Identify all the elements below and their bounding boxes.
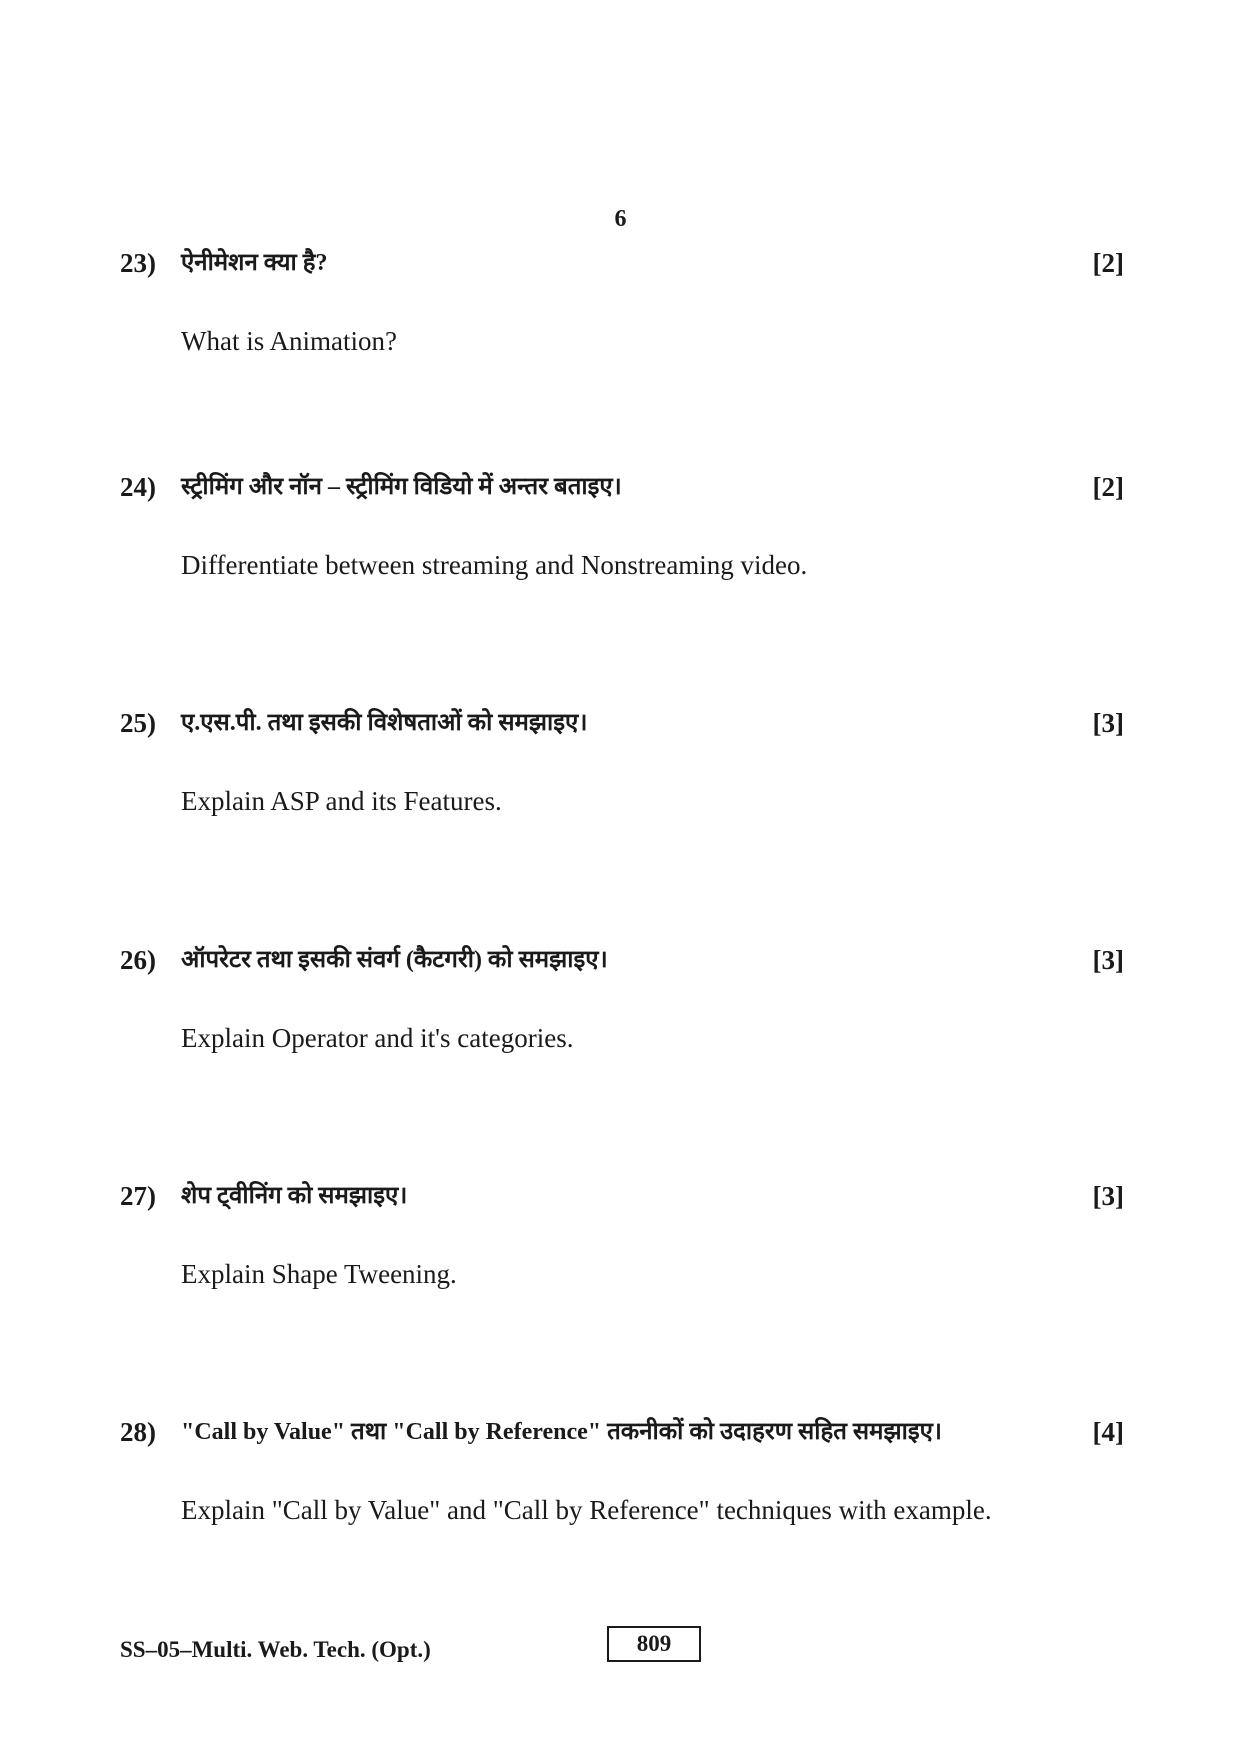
question-26 [120, 940, 1124, 1060]
question-hindi: शेप ट्वीनिंग को समझाइए। [181, 1183, 408, 1209]
question-25 [120, 703, 1124, 823]
question-number: 23) [120, 248, 156, 278]
question-hindi: ए.एस.पी. तथा इसकी विशेषताओं को समझाइए। [181, 710, 588, 736]
question-number: 28) [120, 1417, 156, 1447]
question-number: 26) [120, 945, 156, 975]
question-marks: [3] [1092, 945, 1124, 975]
question-number: 27) [120, 1181, 156, 1211]
question-23 [120, 243, 1124, 363]
question-hindi: स्ट्रीमिंग और नॉन – स्ट्रीमिंग विडियो में अन्तर बताइए। [181, 474, 622, 500]
question-english: Explain Operator and it's categories. [181, 1023, 574, 1053]
question-hindi: ऑपरेटर तथा इसकी संवर्ग (कैटगरी) को समझाइए। [181, 947, 608, 973]
question-marks: [2] [1092, 472, 1124, 502]
question-number: 25) [120, 708, 156, 738]
question-24 [120, 467, 1124, 587]
question-english: Explain Shape Tweening. [181, 1259, 457, 1289]
question-hindi: "Call by Value" तथा "Call by Reference" तकनीकों को उदाहरण सहित समझाइए। [181, 1419, 942, 1445]
question-28 [120, 1412, 1124, 1532]
question-27 [120, 1176, 1124, 1296]
question-marks: [3] [1092, 708, 1124, 738]
paper-code: SS–05–Multi. Web. Tech. (Opt.) [120, 1637, 431, 1662]
question-hindi: ऐनीमेशन क्या है? [181, 250, 328, 276]
question-english: Differentiate between streaming and Nonstreaming video. [181, 550, 808, 580]
serial-number-box: 809 [607, 1626, 701, 1662]
question-marks: [3] [1092, 1181, 1124, 1211]
question-english: Explain "Call by Value" and "Call by Reference" techniques with example. [181, 1495, 992, 1525]
question-number: 24) [120, 472, 156, 502]
question-marks: [2] [1092, 248, 1124, 278]
question-english: Explain ASP and its Features. [181, 786, 502, 816]
page-number: 6 [614, 206, 627, 232]
question-marks: [4] [1092, 1417, 1124, 1447]
question-english: What is Animation? [181, 326, 397, 356]
